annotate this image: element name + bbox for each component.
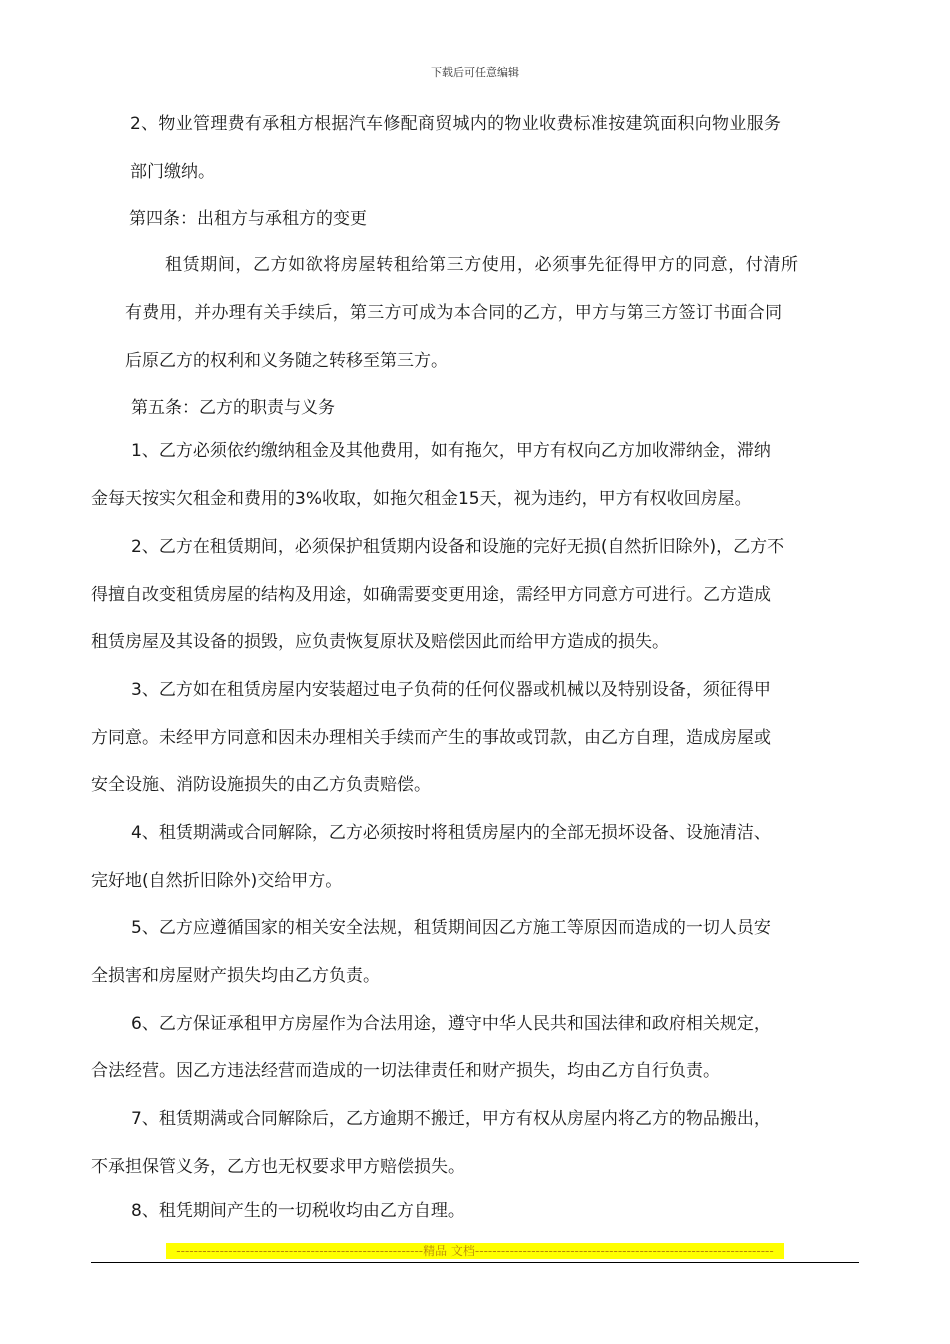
text-line: 租赁房屋及其设备的损毁，应负责恢复原状及赔偿因此而给甲方造成的损失。 <box>91 632 669 652</box>
text-line: 金每天按实欠租金和费用的3%收取，如拖欠租金15天，视为违约，甲方有权收回房屋。 <box>91 489 752 509</box>
text-line: 后原乙方的权利和义务随之转移至第三方。 <box>125 351 448 371</box>
footer-banner: ---------------------------------------------------------精品 文档--------------------------------------------------------------------- <box>166 1243 784 1259</box>
text-line: 全损害和房屋财产损失均由乙方负责。 <box>91 966 380 986</box>
text-line: 不承担保管义务，乙方也无权要求甲方赔偿损失。 <box>91 1157 465 1177</box>
text-line: 4、租赁期满或合同解除，乙方必须按时将租赁房屋内的全部无损坏设备、设施清洁、 <box>131 823 771 843</box>
text-line: 完好地(自然折旧除外)交给甲方。 <box>91 871 343 891</box>
text-line: 7、租赁期满或合同解除后，乙方逾期不搬迁，甲方有权从房屋内将乙方的物品搬出， <box>131 1109 771 1129</box>
text-line: 1、乙方必须依约缴纳租金及其他费用，如有拖欠，甲方有权向乙方加收滞纳金，滞纳 <box>131 441 771 461</box>
text-line: 3、乙方如在租赁房屋内安装超过电子负荷的任何仪器或机械以及特别设备，须征得甲 <box>131 680 771 700</box>
text-line: 有费用，并办理有关手续后，第三方可成为本合同的乙方，甲方与第三方签订书面合同 <box>125 303 783 323</box>
text-line: 8、租凭期间产生的一切税收均由乙方自理。 <box>131 1201 465 1221</box>
text-line: 部门缴纳。 <box>130 162 215 182</box>
text-line: 方同意。未经甲方同意和因未办理相关手续而产生的事故或罚款，由乙方自理，造成房屋或 <box>91 728 771 748</box>
section-heading: 第五条：乙方的职责与义务 <box>131 398 335 418</box>
footer-divider <box>91 1262 859 1263</box>
text-line: 5、乙方应遵循国家的相关安全法规，租赁期间因乙方施工等原因而造成的一切人员安 <box>131 918 771 938</box>
section-heading: 第四条：出租方与承租方的变更 <box>129 209 367 229</box>
text-line: 2、乙方在租赁期间，必须保护租赁期内设备和设施的完好无损(自然折旧除外)，乙方不 <box>131 537 785 557</box>
text-line: 2、物业管理费有承租方根据汽车修配商贸城内的物业收费标准按建筑面积向物业服务 <box>130 114 782 134</box>
text-line: 6、乙方保证承租甲方房屋作为合法用途，遵守中华人民共和国法律和政府相关规定， <box>131 1014 771 1034</box>
text-line: 租赁期间，乙方如欲将房屋转租给第三方使用，必须事先征得甲方的同意，付清所 <box>165 255 799 275</box>
text-line: 得擅自改变租赁房屋的结构及用途，如确需要变更用途，需经甲方同意方可进行。乙方造成 <box>91 585 771 605</box>
text-line: 合法经营。因乙方违法经营而造成的一切法律责任和财产损失，均由乙方自行负责。 <box>91 1061 720 1081</box>
page-header: 下载后可任意编辑 <box>431 66 519 79</box>
text-line: 安全设施、消防设施损失的由乙方负责赔偿。 <box>91 775 431 795</box>
